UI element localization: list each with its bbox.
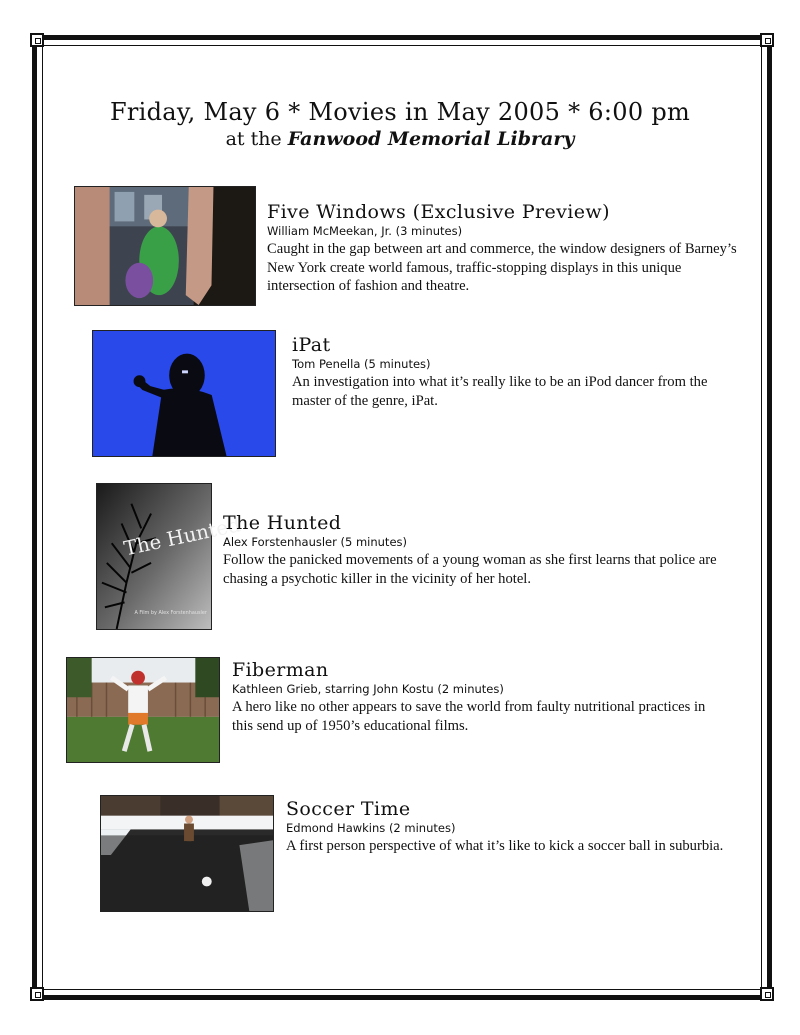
- border-corner-ornament: [30, 33, 44, 47]
- border-corner-ornament: [760, 987, 774, 1001]
- film-poster-the-hunted: [96, 483, 243, 630]
- film-poster-image: [97, 484, 243, 629]
- film-title: Soccer Time: [286, 798, 411, 820]
- film-description: A first person perspective of what it’s like to kick a soccer ball in suburbia.: [286, 838, 724, 854]
- film-credit: Tom Penella (5 minutes): [292, 357, 431, 371]
- film-still-image: [67, 658, 219, 762]
- event-venue: [60, 128, 740, 150]
- film-still-image: [75, 187, 255, 305]
- film-credit: Edmond Hawkins (2 minutes): [286, 821, 456, 835]
- film-still-fiberman: [66, 657, 220, 763]
- border-corner-ornament: [760, 33, 774, 47]
- film-still-ipat: [92, 330, 276, 457]
- border-corner-ornament: [30, 987, 44, 1001]
- film-title: Fiberman: [232, 659, 329, 681]
- event-header: [60, 98, 740, 150]
- poster-byline: A Film by Alex Forstenhausler: [134, 610, 207, 617]
- film-credit: Kathleen Grieb, starring John Kostu (2 minutes): [232, 682, 504, 696]
- film-description: A hero like no other appears to save the world from faulty nutritional practices in this send up of 1950’s educational films.: [232, 699, 706, 734]
- film-title: The Hunted: [223, 512, 342, 534]
- film-credit: William McMeekan, Jr. (3 minutes): [267, 224, 463, 238]
- film-still-image: [101, 796, 273, 911]
- film-description: Follow the panicked movements of a young woman as she first learns that police are chasing a psychotic killer in the vicinity of her hotel.: [223, 552, 717, 587]
- library-name: Fanwood Memorial Library: [287, 128, 575, 150]
- film-description: Caught in the gap between art and commerce, the window designers of Barney’s New York create world famous, traffic-stopping displays in this unique intersection of fashion and theatre.: [267, 241, 737, 294]
- venue-prefix: at the: [225, 128, 282, 150]
- film-description: An investigation into what it’s really like to be an iPod dancer from the master of the genre, iPat.: [292, 374, 708, 409]
- film-title: Five Windows (Exclusive Preview): [267, 201, 610, 223]
- film-credit: Alex Forstenhausler (5 minutes): [223, 535, 407, 549]
- film-still-soccer-time: [100, 795, 274, 912]
- event-title: Friday, May 6 * Movies in May 2005 * 6:00 pm: [109, 98, 691, 126]
- poster-title: The Hunted: [121, 513, 243, 561]
- film-title: iPat: [292, 334, 331, 356]
- film-still-image: [93, 331, 275, 456]
- film-still-five-windows: [74, 186, 256, 306]
